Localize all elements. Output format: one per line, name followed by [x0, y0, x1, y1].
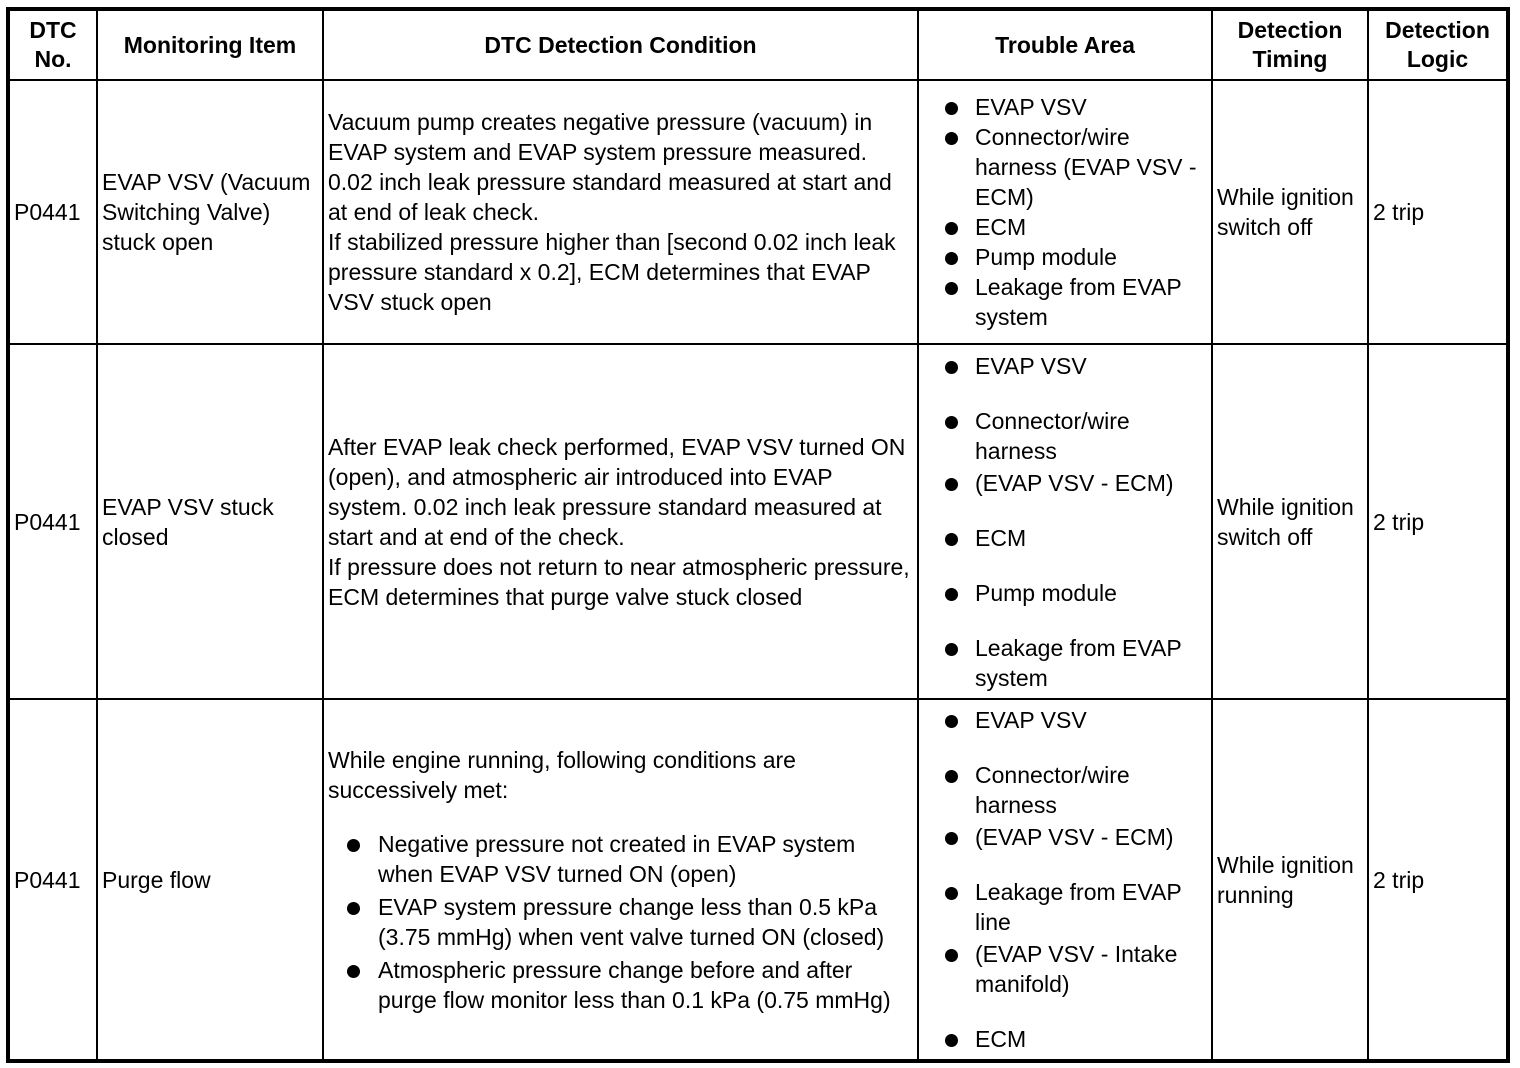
- trouble-area-list: [923, 705, 1207, 1054]
- bullet-icon: [945, 416, 958, 429]
- bullet-icon: [347, 839, 360, 852]
- list-item: Leakage from EVAP system: [923, 633, 1207, 693]
- list-item: Atmospheric pressure change before and after purge flow monitor less than 0.1 kPa (0.75 mmHg): [328, 955, 913, 1015]
- bullet-icon: [945, 588, 958, 601]
- detection-logic: 2 trip: [1368, 80, 1508, 344]
- list-item: Connector/wire harness: [923, 406, 1207, 466]
- bullet-icon: [945, 715, 958, 728]
- bullet-icon: [945, 832, 958, 845]
- bullet-icon: [945, 949, 958, 962]
- header-detection-condition: DTC Detection Condition: [323, 9, 918, 80]
- detection-condition: [323, 699, 918, 1061]
- detection-timing: While ignition switch off: [1212, 80, 1368, 344]
- bullet-icon: [945, 102, 958, 115]
- detection-condition: [323, 344, 918, 699]
- table-row: [8, 80, 1508, 344]
- condition-paragraph: Vacuum pump creates negative pressure (vacuum) in EVAP system and EVAP system pressure measured. 0.02 inch leak pressure standard measured at start and at end of leak check.: [328, 109, 892, 225]
- detection-logic: 2 trip: [1368, 699, 1508, 1061]
- dtc-code: P0441: [8, 80, 97, 344]
- table-row: [8, 344, 1508, 699]
- detection-condition: [323, 80, 918, 344]
- bullet-icon: [945, 643, 958, 656]
- trouble-area-list: [923, 92, 1207, 332]
- table-header-row: [8, 9, 1508, 80]
- list-item: Negative pressure not created in EVAP system when EVAP VSV turned ON (open): [328, 829, 913, 889]
- list-item: (EVAP VSV - Intake manifold): [923, 939, 1207, 999]
- list-item: EVAP VSV: [923, 92, 1207, 122]
- dtc-table-frame: [6, 7, 1510, 1063]
- list-item: ECM: [923, 212, 1207, 242]
- bullet-icon: [347, 902, 360, 915]
- trouble-area-list: [923, 351, 1207, 693]
- detection-timing: While ignition running: [1212, 699, 1368, 1061]
- list-item: Connector/wire harness: [923, 760, 1207, 820]
- list-item: (EVAP VSV - ECM): [923, 468, 1207, 498]
- trouble-area: [918, 344, 1212, 699]
- bullet-icon: [945, 533, 958, 546]
- header-detection-logic: Detection Logic: [1368, 9, 1508, 80]
- monitoring-item: Purge flow: [97, 699, 323, 1061]
- list-item: Leakage from EVAP line: [923, 877, 1207, 937]
- list-item: (EVAP VSV - ECM): [923, 822, 1207, 852]
- detection-timing: While ignition switch off: [1212, 344, 1368, 699]
- list-item: Leakage from EVAP system: [923, 272, 1207, 332]
- table-row: [8, 699, 1508, 1061]
- monitoring-item: EVAP VSV (Vacuum Switching Valve) stuck open: [97, 80, 323, 344]
- trouble-area: [918, 699, 1212, 1061]
- list-item: EVAP VSV: [923, 351, 1207, 381]
- condition-intro: While engine running, following conditions are successively met:: [328, 746, 796, 803]
- bullet-icon: [945, 770, 958, 783]
- bullet-icon: [945, 222, 958, 235]
- trouble-area: [918, 80, 1212, 344]
- condition-paragraph: If pressure does not return to near atmospheric pressure, ECM determines that purge valve stuck closed: [328, 553, 910, 610]
- bullet-icon: [945, 887, 958, 900]
- list-item: ECM: [923, 1024, 1207, 1054]
- bullet-icon: [945, 478, 958, 491]
- list-item: Pump module: [923, 242, 1207, 272]
- bullet-icon: [945, 1034, 958, 1047]
- detection-logic: 2 trip: [1368, 344, 1508, 699]
- list-item: EVAP system pressure change less than 0.5 kPa (3.75 mmHg) when vent valve turned ON (closed): [328, 892, 913, 952]
- header-dtc-no: DTC No.: [8, 9, 97, 80]
- list-item: EVAP VSV: [923, 705, 1207, 735]
- dtc-code: P0441: [8, 344, 97, 699]
- list-item: Connector/wire harness (EVAP VSV - ECM): [923, 122, 1207, 212]
- condition-paragraph: If stabilized pressure higher than [second 0.02 inch leak pressure standard x 0.2], ECM determines that EVAP VSV stuck open: [328, 229, 896, 315]
- condition-list: [328, 829, 913, 1015]
- dtc-table: [6, 7, 1510, 1063]
- list-item: ECM: [923, 523, 1207, 553]
- condition-paragraph: After EVAP leak check performed, EVAP VSV turned ON (open), and atmospheric air introduced into EVAP system. 0.02 inch leak pressure standard measured at start and at end of the check.: [328, 433, 906, 550]
- header-trouble-area: Trouble Area: [918, 9, 1212, 80]
- bullet-icon: [347, 965, 360, 978]
- bullet-icon: [945, 282, 958, 295]
- monitoring-item: EVAP VSV stuck closed: [97, 344, 323, 699]
- bullet-icon: [945, 252, 958, 265]
- list-item: Pump module: [923, 578, 1207, 608]
- bullet-icon: [945, 132, 958, 145]
- dtc-code: P0441: [8, 699, 97, 1061]
- header-monitoring-item: Monitoring Item: [97, 9, 323, 80]
- bullet-icon: [945, 361, 958, 374]
- header-detection-timing: Detection Timing: [1212, 9, 1368, 80]
